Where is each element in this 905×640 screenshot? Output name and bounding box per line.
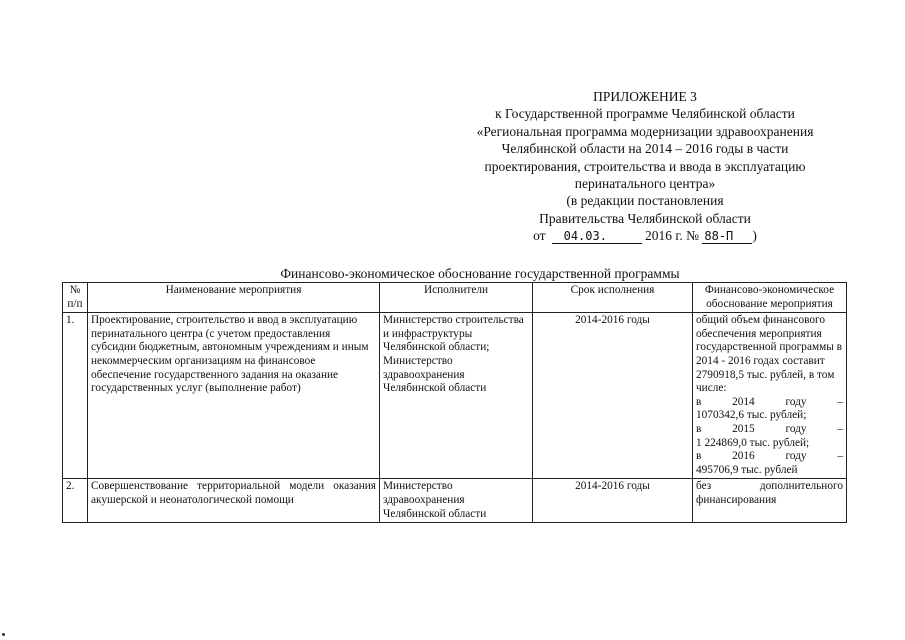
closing-paren: ) [752,228,757,244]
col-header-term: Срок исполнения [533,283,693,313]
col-header-fin: Финансово-экономическое обоснование мероприятия [693,283,847,313]
table-row [63,479,847,523]
col-header-exec: Исполнители [380,283,533,313]
fin-year-line: в 2014 году – [696,395,843,408]
fin-year-line: в 2016 году – [696,450,843,463]
date-prefix: от [533,228,546,244]
header-line: (в редакции постановления [566,193,724,209]
resolution-number: 88-П [702,229,752,244]
header-line: к Государственной программе Челябинской области [495,106,795,122]
table-header-row [63,283,847,313]
scan-dot [2,633,5,636]
cell-name: Совершенствование территориальной модели оказания акушерской и неонатологической помощи [88,479,380,523]
financial-table [62,282,847,523]
fin-amount: 1070342,6 тыс. рублей; [696,409,807,422]
header-line: Челябинской области на 2014 – 2016 годы в части [501,141,789,157]
fin-year-line: в 2015 году – [696,422,843,435]
header-line: проектирования, строительства и ввода в эксплуатацию [484,158,806,174]
fin-intro: общий объем финансового обеспечения мероприятия государственной программы в 2014 - 2016 годах составит 2790918,5 тыс. рублей, в том числе: [696,314,843,395]
cell-num: 1. [63,313,88,479]
cell-term: 2014-2016 годы [533,479,693,523]
cell-num: 2. [63,479,88,523]
col-header-name: Наименование мероприятия [88,283,380,313]
fin-amount: 1 224869,0 тыс. рублей; [696,436,810,449]
cell-exec: Министерство здравоохранения Челябинской области [380,479,533,523]
fin-amount: 495706,9 тыс. рублей [696,463,798,476]
header-line: перинатального центра» [574,176,716,192]
table-title: Финансово-экономическое обоснование государственной программы [280,266,680,281]
col-header-num: № п/п [63,283,88,313]
table-row [63,313,847,479]
cell-term: 2014-2016 годы [533,313,693,479]
header-line: «Региональная программа модернизации здравоохранения [476,123,814,139]
appendix-title: ПРИЛОЖЕНИЕ 3 [593,89,697,104]
cell-exec: Министерство строительства и инфраструктуры Челябинской области; Министерство здравоохранения Челябинской области [380,313,533,479]
header-line: Правительства Челябинской области [539,210,751,226]
cell-fin [693,313,847,479]
cell-name: Проектирование, строительство и ввод в эксплуатацию перинатального центра (с учетом предоставления субсидии бюджетным, автономным учреждениям и иным некоммерческим организациям на финансовое обеспечение государственного задания на оказание государственных услуг (выполнение работ) [88,313,380,479]
resolution-date-line [440,227,850,244]
document-header [440,88,850,245]
year-text: 2016 г. № [644,228,699,244]
resolution-date: 04.03. [552,229,642,244]
cell-fin: без дополнительного финансирования [693,479,847,523]
